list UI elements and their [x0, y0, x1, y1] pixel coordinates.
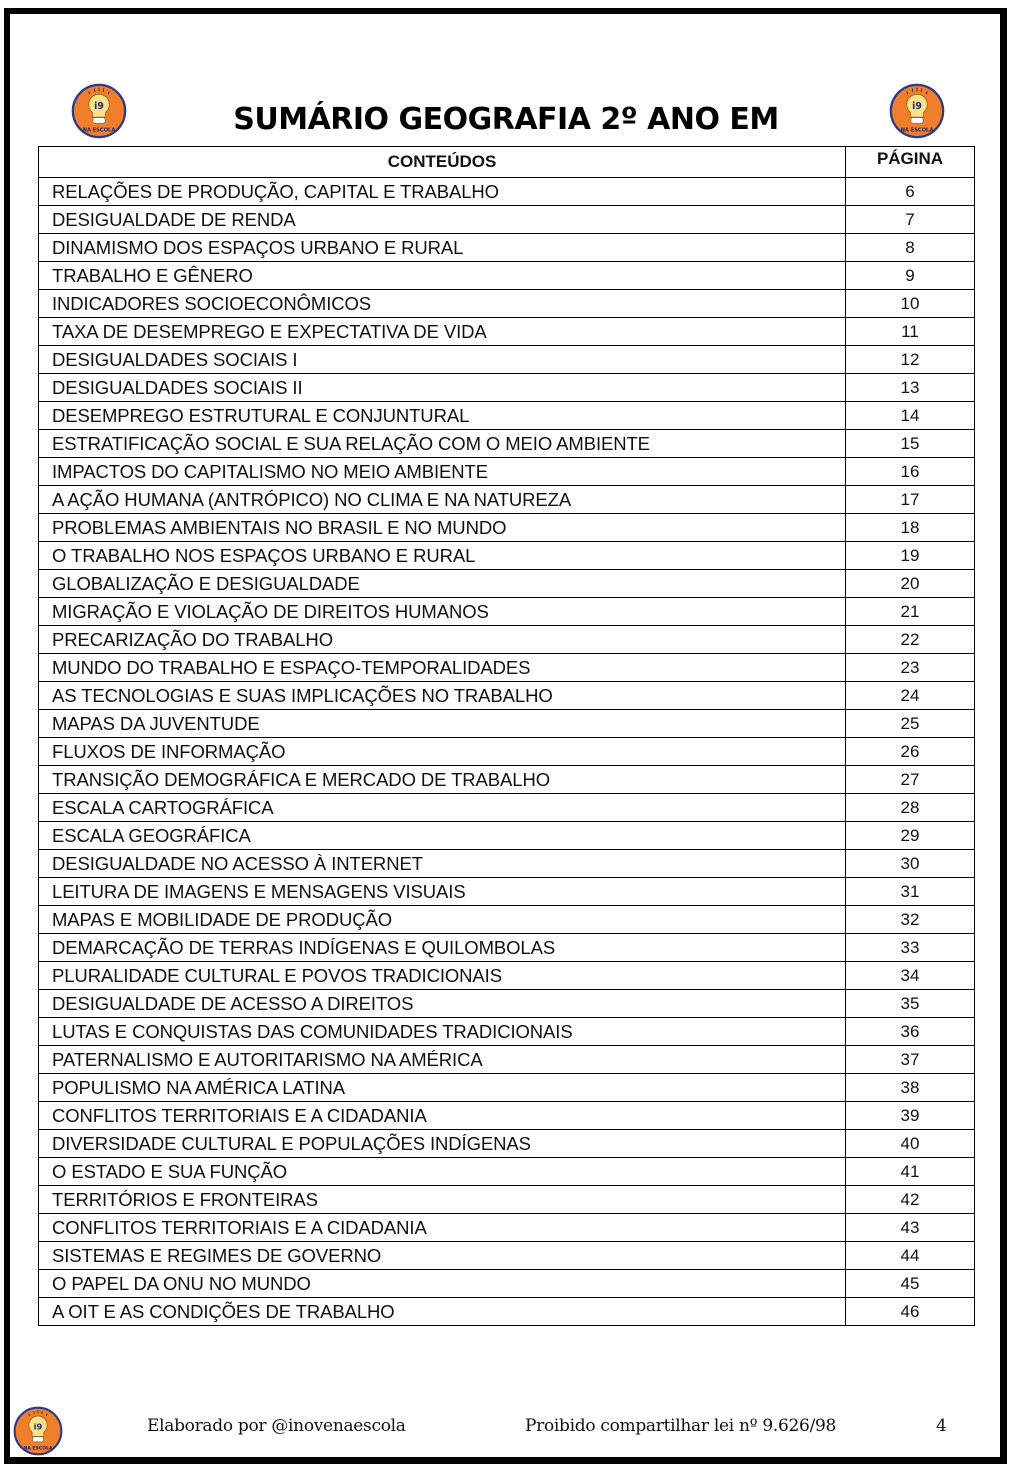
page-cell: 15	[846, 430, 975, 458]
svg-text:NA ESCOLA: NA ESCOLA	[23, 1446, 53, 1452]
page-cell: 11	[846, 318, 975, 346]
page-cell: 23	[846, 654, 975, 682]
svg-text:i9: i9	[94, 101, 104, 113]
topic-cell: TAXA DE DESEMPREGO E EXPECTATIVA DE VIDA	[39, 318, 846, 346]
i9-na-escola-footer-logo-icon	[13, 1406, 63, 1456]
table-row	[39, 458, 975, 486]
topic-cell: MUNDO DO TRABALHO E ESPAÇO-TEMPORALIDADES	[39, 654, 846, 682]
table-row	[39, 850, 975, 878]
table-row	[39, 234, 975, 262]
page-cell: 14	[846, 402, 975, 430]
page-cell: 29	[846, 822, 975, 850]
page-cell: 8	[846, 234, 975, 262]
topic-cell: RELAÇÕES DE PRODUÇÃO, CAPITAL E TRABALHO	[39, 178, 846, 206]
table-row	[39, 178, 975, 206]
column-header-page: PÁGINA	[846, 147, 975, 178]
table-row	[39, 486, 975, 514]
table-row	[39, 1298, 975, 1326]
topic-cell: PLURALIDADE CULTURAL E POVOS TRADICIONAIS	[39, 962, 846, 990]
page-cell: 35	[846, 990, 975, 1018]
page-cell: 16	[846, 458, 975, 486]
table-row	[39, 262, 975, 290]
topic-cell: DESIGUALDADES SOCIAIS I	[39, 346, 846, 374]
i9-na-escola-logo-icon	[889, 83, 945, 139]
table-row	[39, 766, 975, 794]
topic-cell: ESCALA CARTOGRÁFICA	[39, 794, 846, 822]
topic-cell: MAPAS E MOBILIDADE DE PRODUÇÃO	[39, 906, 846, 934]
topic-cell: INDICADORES SOCIOECONÔMICOS	[39, 290, 846, 318]
topic-cell: MAPAS DA JUVENTUDE	[39, 710, 846, 738]
page-cell: 21	[846, 598, 975, 626]
table-row	[39, 1074, 975, 1102]
page-title: SUMÁRIO GEOGRAFIA 2º ANO EM	[233, 102, 779, 137]
table-row	[39, 1046, 975, 1074]
table-row	[39, 402, 975, 430]
topic-cell: TERRITÓRIOS E FRONTEIRAS	[39, 1186, 846, 1214]
topic-cell: GLOBALIZAÇÃO E DESIGUALDADE	[39, 570, 846, 598]
topic-cell: DESIGUALDADES SOCIAIS II	[39, 374, 846, 402]
page-cell: 42	[846, 1186, 975, 1214]
topic-cell: DINAMISMO DOS ESPAÇOS URBANO E RURAL	[39, 234, 846, 262]
page-cell: 39	[846, 1102, 975, 1130]
page-cell: 30	[846, 850, 975, 878]
table-row	[39, 318, 975, 346]
table-row	[39, 542, 975, 570]
footer-page-number: 4	[936, 1416, 947, 1436]
page-cell: 17	[846, 486, 975, 514]
topic-cell: DEMARCAÇÃO DE TERRAS INDÍGENAS E QUILOMBOLAS	[39, 934, 846, 962]
page-cell: 9	[846, 262, 975, 290]
table-row	[39, 430, 975, 458]
topic-cell: TRABALHO E GÊNERO	[39, 262, 846, 290]
topic-cell: PROBLEMAS AMBIENTAIS NO BRASIL E NO MUNDO	[39, 514, 846, 542]
topic-cell: MIGRAÇÃO E VIOLAÇÃO DE DIREITOS HUMANOS	[39, 598, 846, 626]
page-cell: 34	[846, 962, 975, 990]
footer-copyright-notice: Proibido compartilhar lei nº 9.626/98	[525, 1416, 837, 1436]
footer-author: Elaborado por @inovenaescola	[147, 1416, 406, 1436]
topic-cell: DESEMPREGO ESTRUTURAL E CONJUNTURAL	[39, 402, 846, 430]
page-cell: 19	[846, 542, 975, 570]
table-row	[39, 934, 975, 962]
topic-cell: CONFLITOS TERRITORIAIS E A CIDADANIA	[39, 1214, 846, 1242]
topic-cell: AS TECNOLOGIAS E SUAS IMPLICAÇÕES NO TRABALHO	[39, 682, 846, 710]
table-row	[39, 1158, 975, 1186]
table-row	[39, 878, 975, 906]
table-row	[39, 1270, 975, 1298]
table-row	[39, 738, 975, 766]
table-row	[39, 1102, 975, 1130]
topic-cell: ESTRATIFICAÇÃO SOCIAL E SUA RELAÇÃO COM O MEIO AMBIENTE	[39, 430, 846, 458]
table-row	[39, 990, 975, 1018]
table-row	[39, 822, 975, 850]
page-cell: 6	[846, 178, 975, 206]
topic-cell: O PAPEL DA ONU NO MUNDO	[39, 1270, 846, 1298]
topic-cell: POPULISMO NA AMÉRICA LATINA	[39, 1074, 846, 1102]
page-cell: 44	[846, 1242, 975, 1270]
topic-cell: ESCALA GEOGRÁFICA	[39, 822, 846, 850]
page-cell: 12	[846, 346, 975, 374]
topic-cell: A AÇÃO HUMANA (ANTRÓPICO) NO CLIMA E NA NATUREZA	[39, 486, 846, 514]
topic-cell: PRECARIZAÇÃO DO TRABALHO	[39, 626, 846, 654]
page-cell: 33	[846, 934, 975, 962]
table-row	[39, 374, 975, 402]
logo-banner-text: NA ESCOLA	[82, 127, 116, 134]
topic-cell: LEITURA DE IMAGENS E MENSAGENS VISUAIS	[39, 878, 846, 906]
page-cell: 41	[846, 1158, 975, 1186]
page-cell: 20	[846, 570, 975, 598]
table-row	[39, 626, 975, 654]
page-cell: 31	[846, 878, 975, 906]
page-cell: 7	[846, 206, 975, 234]
topic-cell: DIVERSIDADE CULTURAL E POPULAÇÕES INDÍGENAS	[39, 1130, 846, 1158]
table-row	[39, 290, 975, 318]
page-cell: 10	[846, 290, 975, 318]
table-row	[39, 206, 975, 234]
page-cell: 32	[846, 906, 975, 934]
table-row	[39, 598, 975, 626]
page-cell: 26	[846, 738, 975, 766]
i9-na-escola-logo-icon	[71, 83, 127, 139]
page-cell: 43	[846, 1214, 975, 1242]
page-cell: 28	[846, 794, 975, 822]
contents-table	[38, 146, 975, 1326]
table-row	[39, 962, 975, 990]
topic-cell: SISTEMAS E REGIMES DE GOVERNO	[39, 1242, 846, 1270]
table-row	[39, 710, 975, 738]
page-cell: 25	[846, 710, 975, 738]
topic-cell: O ESTADO E SUA FUNÇÃO	[39, 1158, 846, 1186]
table-row	[39, 570, 975, 598]
table-header-row	[39, 147, 975, 178]
topic-cell: DESIGUALDADE NO ACESSO À INTERNET	[39, 850, 846, 878]
topic-cell: PATERNALISMO E AUTORITARISMO NA AMÉRICA	[39, 1046, 846, 1074]
page-cell: 46	[846, 1298, 975, 1326]
topic-cell: CONFLITOS TERRITORIAIS E A CIDADANIA	[39, 1102, 846, 1130]
topic-cell: A OIT E AS CONDIÇÕES DE TRABALHO	[39, 1298, 846, 1326]
table-row	[39, 514, 975, 542]
svg-text:i9: i9	[912, 101, 922, 113]
table-row	[39, 1018, 975, 1046]
table-row	[39, 1186, 975, 1214]
table-row	[39, 906, 975, 934]
column-header-topic: CONTEÚDOS	[39, 147, 846, 178]
topic-cell: FLUXOS DE INFORMAÇÃO	[39, 738, 846, 766]
svg-text:i9: i9	[33, 1421, 43, 1432]
page-cell: 37	[846, 1046, 975, 1074]
page-cell: 27	[846, 766, 975, 794]
table-row	[39, 654, 975, 682]
page-cell: 36	[846, 1018, 975, 1046]
topic-cell: IMPACTOS DO CAPITALISMO NO MEIO AMBIENTE	[39, 458, 846, 486]
page-cell: 13	[846, 374, 975, 402]
page-cell: 18	[846, 514, 975, 542]
table-row	[39, 1130, 975, 1158]
page-cell: 45	[846, 1270, 975, 1298]
page-cell: 24	[846, 682, 975, 710]
topic-cell: LUTAS E CONQUISTAS DAS COMUNIDADES TRADICIONAIS	[39, 1018, 846, 1046]
topic-cell: O TRABALHO NOS ESPAÇOS URBANO E RURAL	[39, 542, 846, 570]
page-cell: 38	[846, 1074, 975, 1102]
table-row	[39, 1214, 975, 1242]
topic-cell: TRANSIÇÃO DEMOGRÁFICA E MERCADO DE TRABALHO	[39, 766, 846, 794]
topic-cell: DESIGUALDADE DE RENDA	[39, 206, 846, 234]
table-row	[39, 346, 975, 374]
topic-cell: DESIGUALDADE DE ACESSO A DIREITOS	[39, 990, 846, 1018]
table-row	[39, 682, 975, 710]
svg-text:NA ESCOLA: NA ESCOLA	[900, 127, 934, 134]
page-cell: 22	[846, 626, 975, 654]
table-body	[39, 178, 975, 1326]
table-row	[39, 794, 975, 822]
table-row	[39, 1242, 975, 1270]
page-cell: 40	[846, 1130, 975, 1158]
